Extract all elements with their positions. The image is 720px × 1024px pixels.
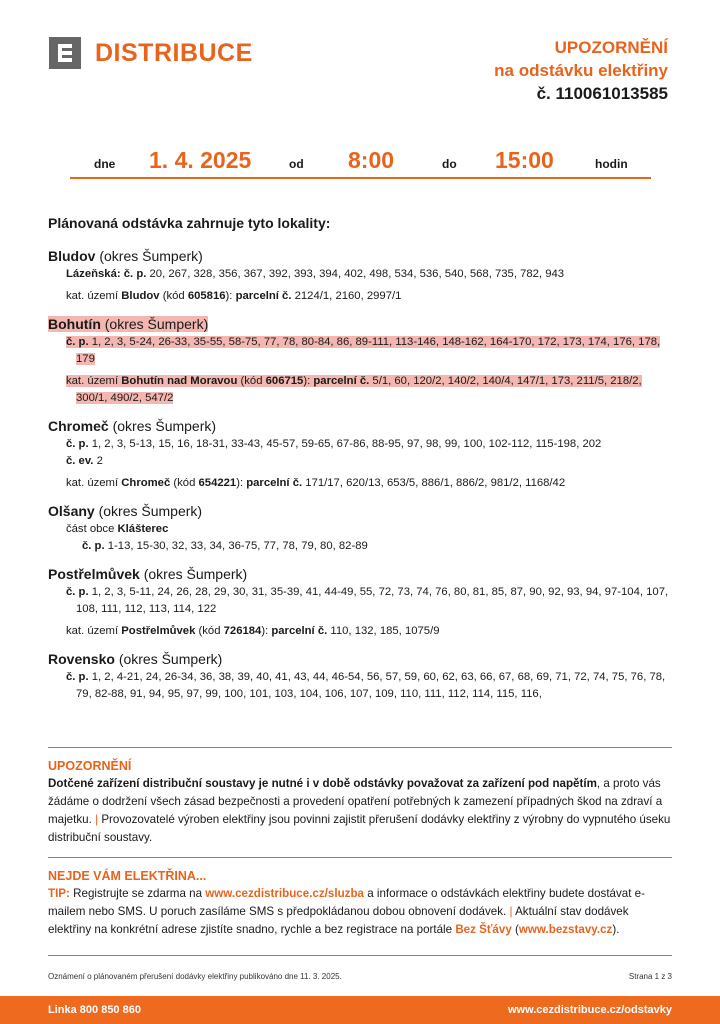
location-title: Postřelmůvek (okres Šumperk) xyxy=(48,566,248,582)
cadastral-parcels: kat. území Chromeč (kód 654221): parcelní č. 171/17, 620/13, 653/5, 886/1, 886/2, 981/2, 1168/42 xyxy=(66,477,566,489)
bezstavy-url-link[interactable]: www.bezstavy.cz xyxy=(518,923,613,936)
dne-label: dne xyxy=(94,157,116,171)
location-title: Rovensko (okres Šumperk) xyxy=(48,651,223,667)
divider xyxy=(48,955,672,956)
safety-warning xyxy=(48,747,672,847)
tip-section xyxy=(48,857,672,939)
publication-note: Oznámení o plánovaném přerušení dodávky elektřiny publikováno dne 11. 3. 2025. xyxy=(48,972,342,981)
location-olsany xyxy=(48,501,674,555)
notice-subtitle: na odstávku elektřiny xyxy=(494,61,668,80)
locations-list xyxy=(48,215,674,712)
do-label: do xyxy=(442,157,457,171)
notice-header xyxy=(494,36,668,105)
location-title: Chromeč (okres Šumperk) xyxy=(48,418,217,434)
locations-intro: Plánovaná odstávka zahrnuje tyto lokality: xyxy=(48,215,331,231)
location-postrelmuvek xyxy=(48,564,674,640)
house-numbers: č. p. 1, 2, 3, 5-24, 26-33, 35-55, 58-75, 77, 78, 80-84, 86, 89-111, 113-146, 148-162, 164-170, 172, 173, 174, 176, 178, 179 xyxy=(66,336,661,365)
outage-date: 1. 4. 2025 xyxy=(149,147,252,173)
house-numbers: č. p. 1, 2, 3, 5-13, 15, 16, 18-31, 33-43, 45-57, 59-65, 67-86, 88-95, 97, 98, 99, 100, 102-112, 115-198, 202 xyxy=(66,438,602,450)
cadastral-parcels: kat. území Postřelmůvek (kód 726184): parcelní č. 110, 132, 185, 1075/9 xyxy=(66,625,440,637)
od-label: od xyxy=(289,157,304,171)
bez-stavy-link[interactable]: Bez Šťávy xyxy=(455,923,512,936)
house-numbers: č. p. 1, 2, 3, 5-11, 24, 26, 28, 29, 30, 31, 35-39, 41, 44-49, 55, 72, 73, 74, 76, 80, 81, 85, 87, 90, 92, 93, 94, 97-104, 107, 108, 111, 112, 113, 114, 122 xyxy=(66,586,669,615)
footer-url-link[interactable]: www.cezdistribuce.cz/odstavky xyxy=(507,1004,672,1016)
registry-numbers: č. ev. 2 xyxy=(66,455,103,467)
warning-text: Dotčené zařízení distribuční soustavy je nutné i v době odstávky považovat za zařízení pod napětím, a proto vás žádáme o dodržení všech zásad bezpečnosti a provedení opatření potřebných k zamezení případných škod na zdraví a majetku. | Provozovatelé výroben elektřiny jsou povinni zajistit přerušení dodávky elektřiny z výrobny do vypnutého úseku distribuční soustavy. xyxy=(48,777,671,844)
location-bohutin xyxy=(48,314,674,407)
outage-end-time: 15:00 xyxy=(495,147,554,173)
location-chromec xyxy=(48,416,674,492)
street-numbers: Lázeňská: č. p. 20, 267, 328, 356, 367, 392, 393, 394, 402, 498, 534, 536, 540, 568, 735, 782, 943 xyxy=(66,268,565,280)
house-numbers: č. p. 1, 2, 4-21, 24, 26-34, 36, 38, 39, 40, 41, 43, 44, 46-54, 56, 57, 59, 60, 62, 63, 66, 67, 68, 69, 71, 72, 74, 75, 76, 78, 79, 82-88, 91, 94, 95, 97, 99, 100, 101, 103, 104, 106, 107, 109, 110, 111, 112, 114, 115, 116, xyxy=(66,671,666,700)
brand-name: DISTRIBUCE xyxy=(95,38,253,67)
brand-logo xyxy=(49,37,253,69)
municipality-part: část obce Klášterec xyxy=(66,523,169,535)
page-number: Strana 1 z 3 xyxy=(628,972,672,981)
outage-schedule xyxy=(70,145,651,179)
tip-title: NEJDE VÁM ELEKTŘINA... xyxy=(48,869,207,883)
hotline-number[interactable]: Linka 800 850 860 xyxy=(48,1004,141,1016)
location-title: Bludov (okres Šumperk) xyxy=(48,248,203,264)
registration-link[interactable]: www.cezdistribuce.cz/sluzba xyxy=(205,887,364,900)
tip-text: TIP: Registrujte se zdarma na www.cezdistribuce.cz/sluzba a informace o odstávkách elektřiny budete dostávat e-mailem nebo SMS. U poruch zasíláme SMS s předpokládanou dobou obnovení dodávek. | Aktuální stav dodávek elektřiny na konkrétní adrese zjistíte snadno, rychle a bez registrace na portále Bez Šťávy (www.bezstavy.cz). xyxy=(48,887,645,936)
notice-title: UPOZORNĚNÍ xyxy=(554,38,668,57)
hodin-label: hodin xyxy=(595,157,628,171)
cadastral-parcels: kat. území Bohutín nad Moravou (kód 606715): parcelní č. 5/1, 60, 120/2, 140/2, 140/4, 147/1, 173, 211/5, 218/2, 300/1, 490/2, 547/2 xyxy=(66,375,642,404)
location-title: Olšany (okres Šumperk) xyxy=(48,503,203,519)
cez-logo-icon xyxy=(49,37,81,69)
location-bludov xyxy=(48,246,674,305)
location-rovensko xyxy=(48,649,674,703)
notice-number: č. 110061013585 xyxy=(536,84,668,103)
cadastral-parcels: kat. území Bludov (kód 605816): parcelní č. 2124/1, 2160, 2997/1 xyxy=(66,290,402,302)
location-title: Bohutín (okres Šumperk) xyxy=(48,316,209,332)
footer-bar xyxy=(0,996,720,1024)
warning-title: UPOZORNĚNÍ xyxy=(48,759,132,773)
house-numbers: č. p. 1-13, 15-30, 32, 33, 34, 36-75, 77, 78, 79, 80, 82-89 xyxy=(82,540,368,552)
outage-start-time: 8:00 xyxy=(348,147,395,173)
